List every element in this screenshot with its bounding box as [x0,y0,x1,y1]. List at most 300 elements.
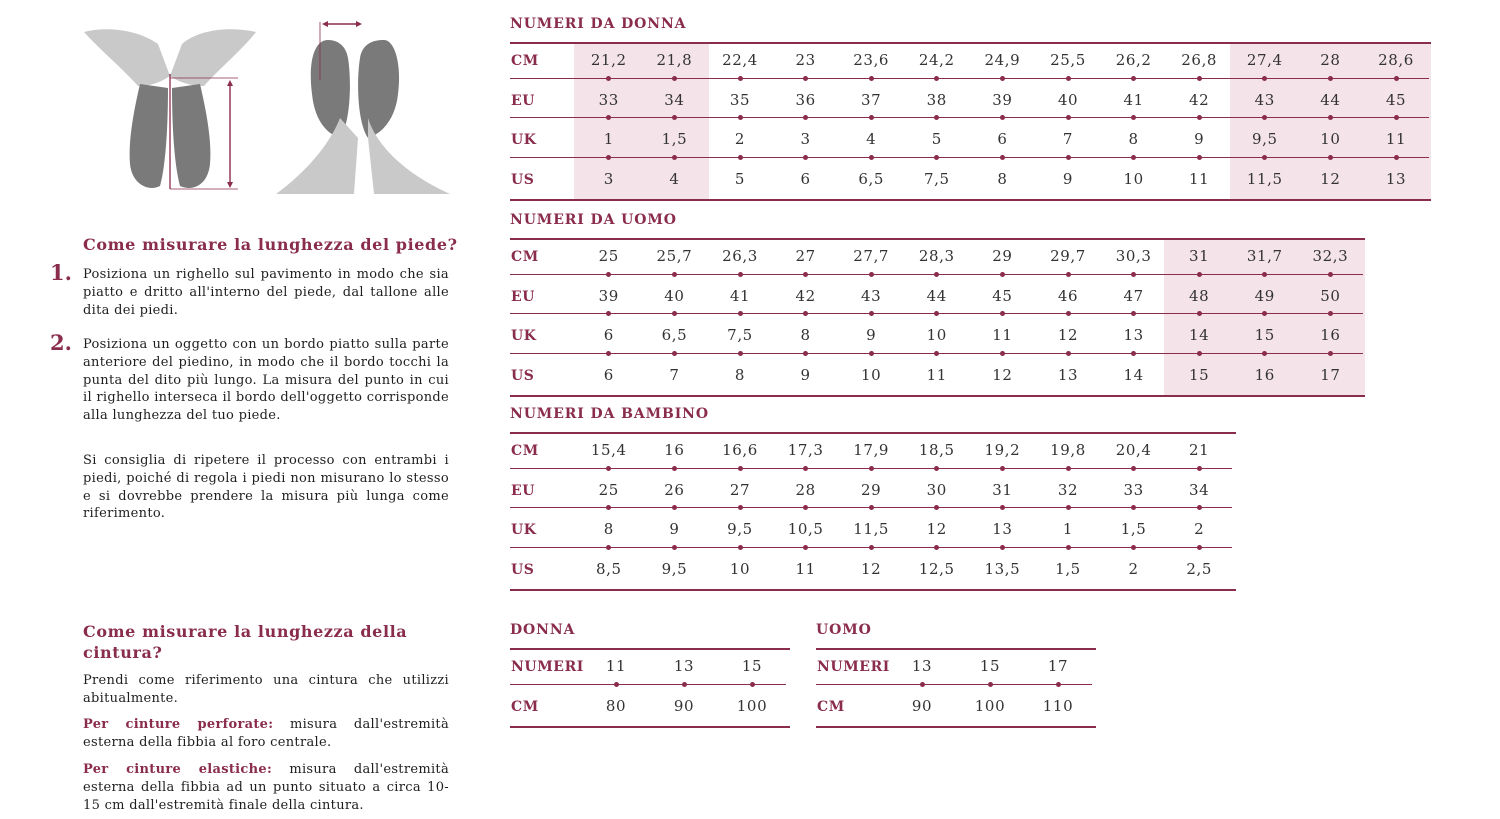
row-separator-dot [1197,505,1202,510]
row-separator-dot [1197,545,1202,550]
row-separator-dot [672,115,677,120]
row-separator-dot [606,466,611,471]
row-separator-dot [1262,155,1267,160]
size-value: 2 [734,130,746,148]
table-title: NUMERI DA BAMBINO [510,406,709,422]
row-separator-dot [738,351,743,356]
size-value: 13 [1057,365,1079,384]
row-label: UK [511,522,537,538]
row-separator-dot [1328,272,1333,277]
row-separator [510,78,1429,79]
row-separator-dot [934,76,939,81]
size-value: 15 [979,657,1001,675]
row-separator-dot [803,115,808,120]
table-title: DONNA [510,622,576,638]
row-label: CM [817,698,845,715]
row-separator-dot [869,311,874,316]
size-value: 43 [1254,90,1275,109]
size-value: 1,5 [1120,520,1147,538]
row-separator-dot [1131,155,1136,160]
belt-perforated-paragraph [83,716,449,752]
size-value: 90 [911,696,933,715]
foot-measurement-illustration [78,14,458,202]
size-value: 10,5 [787,520,824,538]
size-value: 13 [673,657,695,675]
row-separator-dot [738,545,743,550]
row-label: CM [511,698,539,715]
size-value: 8 [1128,130,1139,148]
row-label: US [511,171,535,188]
row-separator-dot [1197,466,1202,471]
row-separator-dot [1000,351,1005,356]
belt-elastic-label: Per cinture elastiche: [83,762,273,777]
size-value: 21 [1189,441,1210,459]
size-value: 9 [800,365,811,384]
row-separator-dot [1066,466,1071,471]
size-value: 8 [997,169,1008,188]
row-separator-dot [606,351,611,356]
size-value: 31 [1189,247,1210,265]
size-value: 9,5 [727,520,753,538]
size-value: 30 [926,480,947,499]
size-value: 11 [795,559,816,578]
row-separator [510,684,786,685]
size-value: 21,2 [590,51,627,69]
table-bottom-rule [510,199,1431,201]
table-top-rule [510,648,790,650]
size-value: 17,3 [787,441,824,459]
size-value: 26,2 [1115,51,1152,69]
size-value: 15,4 [590,441,627,459]
row-separator-dot [738,155,743,160]
row-separator-dot [1000,76,1005,81]
size-value: 43 [861,286,882,305]
size-value: 36 [795,90,816,109]
size-value: 22,4 [722,51,758,69]
row-separator-dot [738,311,743,316]
size-value: 20,4 [1115,441,1152,459]
size-value: 12 [926,520,947,538]
size-value: 15 [1189,365,1210,384]
row-separator-dot [1394,155,1399,160]
step-2-text: Posiziona un oggetto con un bordo piatto sulla parte anteriore del piedino, in modo che il bordo tocchi la punta del dito più lungo. La misura del punto in cui il righello interseca il bordo dell'oggetto corrisponde alla lunghezza del tuo piede. [83,337,449,424]
row-separator-dot [1066,76,1071,81]
row-separator-dot [934,311,939,316]
belt-section-title: Come misurare la lunghezza della cintura? [83,622,408,662]
size-value: 9,5 [661,559,688,578]
size-value: 24,2 [918,51,955,69]
row-separator-dot [803,351,808,356]
size-value: 35 [729,90,751,109]
size-value: 12 [861,559,882,578]
row-separator-dot [1000,466,1005,471]
foot-tip-text: Si consiglia di ripetere il processo con entrambi i piedi, poiché di regola i piedi non misurano lo stesso e si dovrebbe prendere la misura più lunga come riferimento. [83,453,449,522]
row-separator-dot [1197,351,1202,356]
belt-elastic-text: misura dall'estremità esterna della fibbia ad un punto situato a circa 10-15 cm dall'estremità finale della cintura. [83,762,449,813]
row-separator-dot [1056,682,1061,687]
row-separator-dot [1328,155,1333,160]
size-value: 28 [795,480,816,499]
row-separator-dot [1197,76,1202,81]
size-value: 25,5 [1050,51,1086,69]
row-separator-dot [1066,351,1071,356]
table-title: NUMERI DA UOMO [510,212,677,228]
size-value: 13 [1385,169,1407,188]
size-value: 44 [1320,90,1341,109]
row-separator-dot [1000,545,1005,550]
row-separator-dot [1394,76,1399,81]
row-separator-dot [606,505,611,510]
size-value: 10 [926,326,947,344]
row-separator-dot [1000,272,1005,277]
size-value: 80 [605,696,627,715]
belt-elastic-paragraph [83,761,449,814]
row-separator-dot [1131,545,1136,550]
size-value: 1 [603,130,614,148]
row-separator-dot [1328,351,1333,356]
row-separator [816,684,1092,685]
size-value: 27,7 [853,247,890,265]
row-separator-dot [606,272,611,277]
size-value: 10 [1320,130,1341,148]
size-value: 34 [664,90,685,109]
row-separator-dot [672,272,677,277]
size-value: 5 [931,130,942,148]
size-value: 45 [1385,90,1407,109]
table-top-rule [510,238,1365,240]
size-value: 26,8 [1181,51,1218,69]
row-separator-dot [672,505,677,510]
row-label: NUMERI [817,659,890,675]
row-label: UK [511,328,537,344]
size-value: 15 [741,657,763,675]
size-value: 21,8 [656,51,693,69]
size-value: 26,3 [722,247,758,265]
size-value: 12,5 [918,559,955,578]
row-separator-dot [803,155,808,160]
size-value: 46 [1057,286,1079,305]
size-value: 11 [1189,169,1210,188]
size-value: 17 [1047,657,1069,675]
size-value: 110 [1042,696,1074,715]
size-value: 100 [974,696,1006,715]
row-separator-dot [1131,115,1136,120]
size-value: 42 [1189,90,1210,109]
size-value: 14 [1123,365,1144,384]
row-separator-dot [803,76,808,81]
row-separator-dot [1197,155,1202,160]
row-separator-dot [1066,505,1071,510]
size-value: 25 [598,247,619,265]
row-separator [510,157,1429,158]
row-label: US [511,561,535,578]
row-separator-dot [803,311,808,316]
size-value: 3 [800,130,811,148]
row-separator-dot [1000,155,1005,160]
size-value: 23,6 [853,51,890,69]
size-value: 39 [992,90,1013,109]
foot-section-title: Come misurare la lunghezza del piede? [83,235,458,254]
row-separator-dot [1197,272,1202,277]
size-value: 49 [1254,286,1275,305]
size-value: 3 [603,169,614,188]
size-value: 4 [669,169,680,188]
row-separator-dot [606,76,611,81]
size-value: 17,9 [853,441,890,459]
size-value: 13 [992,520,1013,538]
row-separator-dot [614,682,619,687]
row-separator-dot [988,682,993,687]
size-value: 6 [603,326,614,344]
row-label: US [511,367,535,384]
row-separator-dot [869,115,874,120]
size-value: 13,5 [984,559,1021,578]
size-value: 29,7 [1050,247,1086,265]
size-value: 9 [1194,130,1205,148]
size-value: 2,5 [1186,559,1213,578]
row-separator-dot [934,466,939,471]
size-value: 9 [866,326,877,344]
row-separator-dot [1131,76,1136,81]
row-separator-dot [672,76,677,81]
row-separator-dot [934,115,939,120]
row-separator-dot [1066,272,1071,277]
row-separator-dot [1328,115,1333,120]
row-separator-dot [672,351,677,356]
row-separator-dot [803,272,808,277]
row-separator-dot [934,155,939,160]
table-top-rule [510,432,1236,434]
row-separator-dot [738,505,743,510]
size-value: 44 [926,286,947,305]
size-value: 11,5 [853,520,890,538]
row-separator-dot [606,311,611,316]
table-bottom-rule [816,726,1096,728]
size-value: 29 [861,480,882,499]
row-label: CM [511,249,539,265]
table-bottom-rule [510,726,790,728]
row-separator-dot [1066,155,1071,160]
row-separator-dot [934,272,939,277]
row-separator-dot [1262,351,1267,356]
row-label: CM [511,53,539,69]
row-separator-dot [869,155,874,160]
row-separator-dot [1328,76,1333,81]
row-separator-dot [1394,115,1399,120]
size-value: 45 [992,286,1013,305]
belt-perforated-label: Per cinture perforate: [83,717,274,732]
size-value: 12 [992,365,1013,384]
row-separator-dot [1197,115,1202,120]
size-value: 28,6 [1378,51,1414,69]
size-value: 47 [1123,286,1144,305]
size-value: 42 [795,286,816,305]
size-value: 8 [800,326,811,344]
size-value: 19,8 [1050,441,1086,459]
size-value: 6 [997,130,1008,148]
size-value: 18,5 [918,441,955,459]
size-value: 29 [992,247,1013,265]
size-value: 100 [736,696,768,715]
row-separator-dot [672,155,677,160]
size-value: 28 [1320,51,1341,69]
size-value: 4 [866,130,877,148]
row-separator-dot [1197,311,1202,316]
size-value: 1,5 [661,130,688,148]
row-separator-dot [738,76,743,81]
size-value: 16 [1320,326,1341,344]
row-separator-dot [803,466,808,471]
size-value: 28,3 [918,247,955,265]
row-label: EU [511,482,536,499]
size-value: 17 [1320,365,1341,384]
row-separator-dot [934,545,939,550]
size-value: 90 [673,696,695,715]
table-top-rule [816,648,1096,650]
size-value: 8 [603,520,614,538]
size-value: 40 [664,286,685,305]
row-separator-dot [1000,505,1005,510]
size-value: 2 [1194,520,1205,538]
size-value: 12 [1057,326,1079,344]
size-value: 25,7 [656,247,693,265]
size-value: 10 [861,365,882,384]
row-separator-dot [869,351,874,356]
row-separator-dot [869,545,874,550]
size-value: 34 [1189,480,1210,499]
row-separator-dot [934,505,939,510]
size-value: 9,5 [1251,130,1278,148]
size-value: 10 [729,559,751,578]
size-value: 33 [1123,480,1144,499]
size-value: 9 [1062,169,1074,188]
row-separator-dot [672,311,677,316]
row-separator-dot [1131,351,1136,356]
size-value: 38 [926,90,947,109]
size-value: 24,9 [984,51,1021,69]
row-separator-dot [606,545,611,550]
size-value: 11,5 [1246,169,1283,188]
table-title: NUMERI DA DONNA [510,16,687,32]
row-separator-dot [682,682,687,687]
size-value: 10 [1123,169,1144,188]
size-value: 6,5 [858,169,885,188]
size-value: 1,5 [1055,559,1081,578]
row-label: NUMERI [511,659,584,675]
row-separator-dot [1000,311,1005,316]
table-top-rule [510,42,1431,44]
row-separator-dot [1262,272,1267,277]
size-value: 31 [992,480,1013,499]
row-separator-dot [1131,505,1136,510]
size-value: 25 [598,480,619,499]
row-separator [510,117,1429,118]
row-separator-dot [869,272,874,277]
size-value: 6 [603,365,614,384]
size-value: 23 [795,51,816,69]
size-value: 16 [1254,365,1275,384]
row-label: EU [511,92,536,109]
size-value: 27 [795,247,816,265]
size-value: 11 [1385,130,1407,148]
table-title: UOMO [816,622,872,638]
step-1-text: Posiziona un righello sul pavimento in modo che sia piatto e dritto all'interno del piede, dal tallone alle dita dei piedi. [83,267,449,318]
belt-intro-text: Prendi come riferimento una cintura che utilizzi abitualmente. [83,673,449,706]
row-separator-dot [1131,466,1136,471]
size-value: 40 [1057,90,1079,109]
size-value: 27 [729,480,751,499]
size-value: 6 [800,169,811,188]
size-value: 39 [598,286,619,305]
row-separator-dot [934,351,939,356]
row-separator-dot [672,545,677,550]
size-value: 14 [1189,326,1210,344]
row-separator-dot [1066,115,1071,120]
size-value: 7 [669,365,680,384]
row-separator-dot [803,505,808,510]
row-separator-dot [1131,311,1136,316]
size-value: 8 [734,365,746,384]
size-value: 8,5 [595,559,622,578]
size-value: 32,3 [1312,247,1349,265]
row-separator-dot [869,76,874,81]
size-value: 7 [1062,130,1074,148]
row-separator-dot [869,466,874,471]
row-label: CM [511,443,539,459]
size-value: 32 [1057,480,1079,499]
size-value: 27,4 [1246,51,1283,69]
size-value: 11 [605,657,627,675]
size-value: 31,7 [1246,247,1283,265]
row-separator-dot [750,682,755,687]
size-value: 9 [669,520,680,538]
size-value: 5 [734,169,746,188]
size-value: 33 [598,90,619,109]
row-separator-dot [803,545,808,550]
table-bottom-rule [510,395,1365,397]
row-separator-dot [606,155,611,160]
size-value: 41 [1123,90,1144,109]
size-value: 16 [664,441,685,459]
size-value: 7,5 [727,326,753,344]
row-separator-dot [1066,311,1071,316]
size-value: 11 [926,365,947,384]
row-separator-dot [920,682,925,687]
size-value: 13 [911,657,933,675]
row-separator-dot [1328,311,1333,316]
size-value: 30,3 [1115,247,1152,265]
size-value: 2 [1128,559,1139,578]
size-value: 12 [1320,169,1341,188]
row-separator-dot [1066,545,1071,550]
row-label: EU [511,288,536,305]
table-bottom-rule [510,589,1236,591]
row-separator-dot [1000,115,1005,120]
size-value: 16,6 [722,441,758,459]
row-separator-dot [738,272,743,277]
size-value: 41 [729,286,751,305]
row-label: UK [511,132,537,148]
step-2-number: 2. [50,330,72,355]
size-value: 1 [1062,520,1074,538]
size-value: 7,5 [923,169,950,188]
size-value: 11 [992,326,1013,344]
row-separator-dot [672,466,677,471]
size-value: 50 [1320,286,1341,305]
size-value: 26 [664,480,685,499]
size-value: 13 [1123,326,1144,344]
row-separator-dot [869,505,874,510]
